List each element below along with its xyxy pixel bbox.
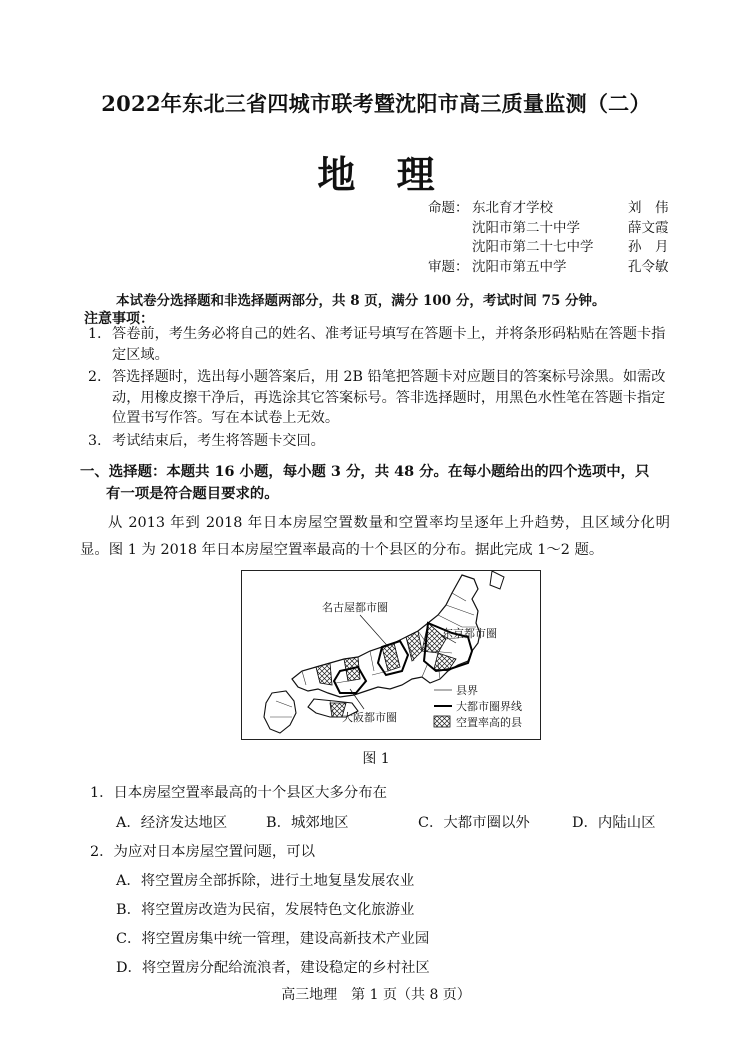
option-a: A．将空置房全部拆除，进行土地复垦发展农业 <box>116 873 415 889</box>
option-c: C．将空置房集中统一管理，建设高新技术产业园 <box>116 931 430 947</box>
nagoya-label: 名古屋都市圈 <box>322 601 388 614</box>
japan-map-figure <box>241 570 541 740</box>
figure-caption: 图 1 <box>362 751 390 767</box>
author-role: 审题： <box>428 258 469 275</box>
legend-county-text: 县界 <box>456 684 478 697</box>
notice-text: 答卷前，考生务必将自己的姓名、准考证号填写在答题卡上，并将条形码粘贴在答题卡指定区域。 <box>112 326 666 363</box>
option-d: D．内陆山区 <box>572 815 656 831</box>
tokyo-label: 东京都市圈 <box>442 627 497 640</box>
author-school: 东北育才学校 <box>472 200 553 216</box>
author-school: 沈阳市第二十七中学 <box>472 239 594 256</box>
option-b: B．城郊地区 <box>266 815 349 831</box>
notice-text: 答选择题时，选出每小题答案后，用 2B 铅笔把答题卡对应题目的答案标号涂黑。如需改动，用橡皮擦干净后，再选涂其它答案标号。答非选择题时，用黑色水性笔在答题卡指定位置书写作答。写在本试卷上无效。 <box>112 369 666 426</box>
author-school: 沈阳市第二十中学 <box>472 219 580 236</box>
notice-item <box>88 367 668 429</box>
author-name: 刘 伟 <box>628 200 669 216</box>
notice-number: 3. <box>88 432 102 449</box>
section-heading <box>80 461 670 505</box>
page-footer: 高三地理 第 1 页（共 8 页） <box>281 987 471 1003</box>
section-heading-line2: 有一项是符合题目要求的。 <box>106 485 279 502</box>
question-1-options <box>116 811 676 831</box>
author-role: 命题： <box>428 200 469 216</box>
author-row <box>428 199 669 219</box>
exam-intro: 本试卷分选择题和非选择题两部分，共 8 页，满分 100 分，考试时间 75 分钟。 <box>116 293 606 309</box>
legend-vacancy-text: 空置率高的县 <box>456 716 522 729</box>
notice-heading: 注意事项： <box>84 311 154 327</box>
notice-list <box>88 324 668 453</box>
author-name: 孙 月 <box>628 239 669 256</box>
notice-item <box>88 431 668 452</box>
legend-metro-text: 大都市圈界线 <box>456 700 522 713</box>
notice-number: 2. <box>88 369 102 385</box>
option-c: C．大都市圈以外 <box>418 815 530 831</box>
author-row <box>428 238 669 258</box>
notice-item <box>88 324 668 365</box>
notice-number: 1. <box>88 326 102 342</box>
authors-block <box>428 199 669 277</box>
section-heading-line1: 一、选择题：本题共 16 小题，每小题 3 分，共 48 分。在每小题给出的四个选项中，只 <box>80 463 650 480</box>
notice-text: 考试结束后，考生将答题卡交回。 <box>112 432 325 449</box>
hokkaido-outline <box>490 571 504 589</box>
author-name: 孔令敏 <box>628 258 669 275</box>
question-passage: 从 2013 年到 2018 年日本房屋空置数量和空置率均呈逐年上升趋势，且区域分化明显。图 1 为 2018 年日本房屋空置率最高的十个县区的分布。据此完成 1～2 题。 <box>80 515 670 558</box>
author-row <box>428 258 669 278</box>
author-row <box>428 219 669 239</box>
author-school: 沈阳市第五中学 <box>472 258 567 275</box>
option-b: B．将空置房改造为民宿，发展特色文化旅游业 <box>116 902 415 918</box>
subject-title: 地 理 <box>317 153 435 197</box>
osaka-label: 大阪都市圈 <box>342 711 397 724</box>
exam-title: 2022年东北三省四城市联考暨沈阳市高三质量监测（二） <box>101 91 651 116</box>
kyushu-outline <box>264 691 296 733</box>
japan-map <box>242 571 540 739</box>
map-legend <box>434 684 522 729</box>
option-a: A．经济发达地区 <box>116 815 228 831</box>
question-1-stem: 1．日本房屋空置率最高的十个县区大多分布在 <box>90 785 387 801</box>
author-name: 薛文霞 <box>628 219 669 236</box>
vacancy-swatch <box>434 716 450 727</box>
question-2-stem: 2．为应对日本房屋空置问题，可以 <box>90 844 316 860</box>
option-d: D．将空置房分配给流浪者，建设稳定的乡村社区 <box>116 960 430 976</box>
